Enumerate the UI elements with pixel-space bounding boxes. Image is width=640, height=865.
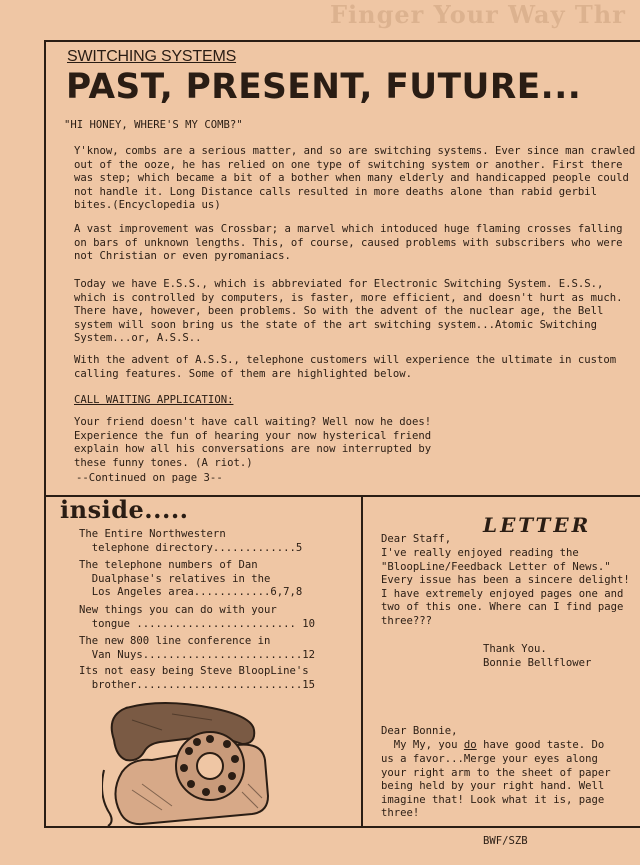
toc-entry: New things you can do with your tongue ......................... 10 xyxy=(79,604,315,630)
reply-body: us a favor...Merge your eyes along your right arm to the sheet of paper being held by your right hand. Well imagine that! Look what it is, page three! xyxy=(381,753,611,819)
inside-title: inside..... xyxy=(60,495,189,524)
bleed-through-text: Finger Your Way Thr xyxy=(330,0,626,29)
reply-greeting: Dear Bonnie, xyxy=(381,725,458,737)
article-paragraph-1: Y'know, combs are a serious matter, and so are switching systems. Ever since man crawled out of the ooze, he has relied on one type of switching system or another. First there was step; which became a bit of a bother when many elderly and handicapped people could not handle it. Long Distance calls resulted in more deaths alone than rabid gerbil bites.(Encyclopedia us) xyxy=(74,145,636,211)
toc-entry: The new 800 line conference in Van Nuys.........................12 xyxy=(79,635,315,661)
letter-title: LETTER xyxy=(483,513,592,537)
letter-greeting: Dear Staff, xyxy=(381,533,452,545)
reply-text: My My, you xyxy=(381,739,464,751)
continued-note: --Continued on page 3-- xyxy=(76,472,223,484)
toc-entry: Its not easy being Steve BloopLine's brother..........................15 xyxy=(79,665,315,691)
inside-section xyxy=(46,495,363,826)
call-waiting-body: Your friend doesn't have call waiting? Well now he does! Experience the fun of hearing your now hysterical friend explain how all his conversations are now interrupted by these funny tones. (A riot.) xyxy=(74,416,432,469)
letter-signoff: Thank You. Bonnie Bellflower xyxy=(483,643,592,669)
reply-text: have good taste. Do xyxy=(476,739,605,751)
rotary-telephone-illustration xyxy=(102,700,277,830)
letter-body: I've really enjoyed reading the "BloopLine/Feedback Letter of News." Every issue has been a sincere delight! I have extremely enjoyed pages one and two of this one. Where can I find page three??? xyxy=(381,547,630,627)
article-quote: "HI HONEY, WHERE'S MY COMB?" xyxy=(64,119,243,131)
newsletter-page xyxy=(44,40,640,847)
toc-entry: The telephone numbers of Dan Dualphase's relatives in the Los Angeles area............6,7,8 xyxy=(79,559,303,598)
article-paragraph-2: A vast improvement was Crossbar; a marvel which intoduced huge flaming crosses falling on bars of unknown lengths. This, of course, caused problems with subscribers who were not Christian or even pyromaniacs. xyxy=(74,223,623,262)
article-headline: PAST, PRESENT, FUTURE... xyxy=(66,67,582,107)
article-kicker: SWITCHING SYSTEMS xyxy=(67,48,237,65)
article-paragraph-4: With the advent of A.S.S., telephone customers will experience the ultimate in custom calling features. Some of them are highlighted below. xyxy=(74,354,617,380)
reply-first-line xyxy=(381,739,604,753)
reply-emphasis: do xyxy=(463,739,477,751)
letter-section xyxy=(363,495,640,847)
article-paragraph-3: Today we have E.S.S., which is abbreviated for Electronic Switching System. E.S.S., which is controlled by computers, is faster, more efficient, and doesn't hurt as much. There have, however, been problems. So with the advent of the nuclear age, the Bell system will soon bring us the state of the art switching system...Atomic Switching System...or, A.S.S.. xyxy=(74,278,623,344)
toc-entry: The Entire Northwestern telephone directory.............5 xyxy=(79,528,303,554)
reply-initials: BWF/SZB xyxy=(483,835,528,847)
article-section xyxy=(46,42,640,497)
call-waiting-subhead: CALL WAITING APPLICATION: xyxy=(74,394,234,406)
